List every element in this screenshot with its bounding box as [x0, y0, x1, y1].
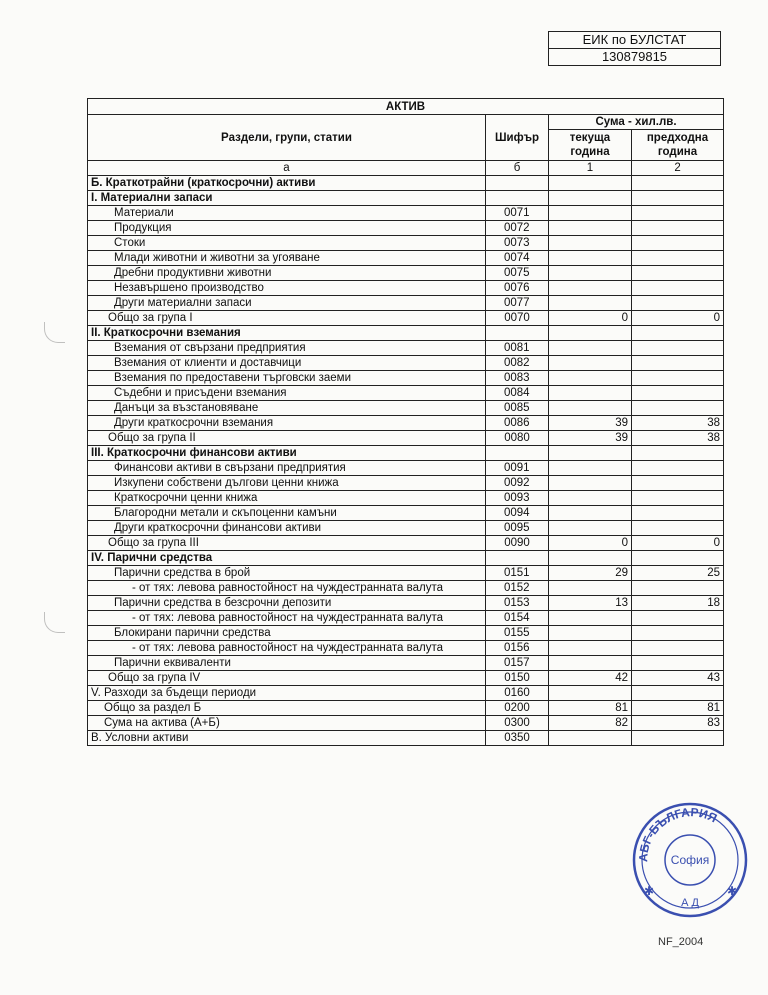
- row-current-value: 13: [549, 596, 632, 611]
- row-code: 0084: [486, 386, 549, 401]
- row-label: - от тях: левова равностойност на чуждестранната валута: [88, 581, 486, 596]
- row-code: 0077: [486, 296, 549, 311]
- row-label: Вземания по предоставени търговски заеми: [88, 371, 486, 386]
- row-label: Сума на актива (А+Б): [88, 716, 486, 731]
- table-row: [88, 536, 724, 551]
- row-previous-value: [632, 326, 724, 341]
- row-current-value: [549, 206, 632, 221]
- row-current-value: [549, 356, 632, 371]
- row-label: Данъци за възстановяване: [88, 401, 486, 416]
- row-label: Продукция: [88, 221, 486, 236]
- row-code: 0153: [486, 596, 549, 611]
- table-row: [88, 551, 724, 566]
- row-previous-value: [632, 656, 724, 671]
- row-label: Общо за група II: [88, 431, 486, 446]
- row-current-value: [549, 371, 632, 386]
- row-previous-value: [632, 476, 724, 491]
- row-code: 0092: [486, 476, 549, 491]
- row-label: II. Краткосрочни вземания: [88, 326, 486, 341]
- row-code: 0071: [486, 206, 549, 221]
- row-previous-value: [632, 356, 724, 371]
- table-row: [88, 671, 724, 686]
- row-code: 0300: [486, 716, 549, 731]
- row-current-value: 39: [549, 431, 632, 446]
- row-previous-value: [632, 251, 724, 266]
- punch-hole-mark: [44, 612, 65, 633]
- row-current-value: 82: [549, 716, 632, 731]
- row-code: 0091: [486, 461, 549, 476]
- row-current-value: [549, 176, 632, 191]
- row-label: Материали: [88, 206, 486, 221]
- table-row: [88, 731, 724, 746]
- row-previous-value: [632, 386, 724, 401]
- row-current-value: [549, 686, 632, 701]
- row-code: 0073: [486, 236, 549, 251]
- row-previous-value: [632, 491, 724, 506]
- row-previous-value: 18: [632, 596, 724, 611]
- row-current-value: [549, 476, 632, 491]
- table-row: [88, 701, 724, 716]
- table-row: [88, 626, 724, 641]
- row-previous-value: 38: [632, 431, 724, 446]
- table-row: [88, 416, 724, 431]
- row-current-value: [549, 221, 632, 236]
- row-current-value: [549, 296, 632, 311]
- row-previous-value: [632, 731, 724, 746]
- row-previous-value: [632, 236, 724, 251]
- row-current-value: [549, 191, 632, 206]
- row-previous-value: [632, 626, 724, 641]
- row-previous-value: 81: [632, 701, 724, 716]
- row-label: Парични еквиваленти: [88, 656, 486, 671]
- table-row: [88, 686, 724, 701]
- col-section-header: Раздели, групи, статии: [88, 115, 486, 161]
- table-row: [88, 206, 724, 221]
- table-row: [88, 521, 724, 536]
- row-previous-value: 0: [632, 536, 724, 551]
- company-stamp: [630, 800, 750, 920]
- row-previous-value: 43: [632, 671, 724, 686]
- row-previous-value: [632, 446, 724, 461]
- row-label: Изкупени собствени дългови ценни книжа: [88, 476, 486, 491]
- row-previous-value: [632, 551, 724, 566]
- row-label: Млади животни и животни за угояване: [88, 251, 486, 266]
- row-previous-value: [632, 521, 724, 536]
- eik-label: ЕИК по БУЛСТАТ: [582, 32, 687, 47]
- row-code: 0082: [486, 356, 549, 371]
- stamp-top-text: АБГ-БЪЛГАРИЯ: [636, 805, 720, 863]
- row-code: 0072: [486, 221, 549, 236]
- row-current-value: [549, 326, 632, 341]
- row-code: 0350: [486, 731, 549, 746]
- table-row: [88, 371, 724, 386]
- balance-sheet-table: [87, 98, 724, 746]
- row-previous-value: [632, 221, 724, 236]
- row-code: 0152: [486, 581, 549, 596]
- row-code: 0083: [486, 371, 549, 386]
- row-previous-value: [632, 461, 724, 476]
- row-current-value: [549, 341, 632, 356]
- row-label: - от тях: левова равностойност на чуждестранната валута: [88, 611, 486, 626]
- table-row: [88, 656, 724, 671]
- row-current-value: [549, 386, 632, 401]
- row-current-value: 42: [549, 671, 632, 686]
- row-code: 0076: [486, 281, 549, 296]
- row-label: Вземания от свързани предприятия: [88, 341, 486, 356]
- table-body: [88, 176, 724, 746]
- idx-b: б: [486, 161, 549, 176]
- row-code: 0090: [486, 536, 549, 551]
- table-row: [88, 716, 724, 731]
- col-current-header: текуща година: [549, 130, 632, 161]
- row-previous-value: [632, 281, 724, 296]
- eik-value: 130879815: [549, 48, 720, 65]
- punch-hole-mark: [44, 322, 65, 343]
- row-current-value: [549, 251, 632, 266]
- row-code: 0157: [486, 656, 549, 671]
- row-previous-value: [632, 266, 724, 281]
- row-label: Общо за раздел Б: [88, 701, 486, 716]
- table-row: [88, 596, 724, 611]
- row-current-value: [549, 611, 632, 626]
- row-code: 0093: [486, 491, 549, 506]
- stamp-center-text: София: [670, 853, 710, 867]
- table-row: [88, 296, 724, 311]
- row-previous-value: [632, 401, 724, 416]
- row-label: V. Разходи за бъдещи периоди: [88, 686, 486, 701]
- row-previous-value: [632, 581, 724, 596]
- table-row: [88, 506, 724, 521]
- row-current-value: [549, 281, 632, 296]
- table-row: [88, 266, 724, 281]
- row-code: 0160: [486, 686, 549, 701]
- col-previous-header: предходна година: [632, 130, 724, 161]
- idx-a: а: [88, 161, 486, 176]
- row-current-value: [549, 551, 632, 566]
- row-previous-value: 25: [632, 566, 724, 581]
- stamp-star-icon: ✱: [727, 884, 738, 898]
- table-row: [88, 236, 724, 251]
- row-code: 0155: [486, 626, 549, 641]
- row-code: 0200: [486, 701, 549, 716]
- row-code: 0150: [486, 671, 549, 686]
- row-label: Съдебни и присъдени вземания: [88, 386, 486, 401]
- table-row: [88, 281, 724, 296]
- row-code: 0070: [486, 311, 549, 326]
- row-label: - от тях: левова равностойност на чуждестранната валута: [88, 641, 486, 656]
- eik-box: [548, 31, 721, 66]
- row-current-value: [549, 446, 632, 461]
- table-row: [88, 446, 724, 461]
- row-label: Парични средства в брой: [88, 566, 486, 581]
- row-previous-value: [632, 686, 724, 701]
- stamp-star-icon: ✱: [644, 884, 655, 898]
- row-label: Блокирани парични средства: [88, 626, 486, 641]
- table-row: [88, 251, 724, 266]
- row-code: 0154: [486, 611, 549, 626]
- row-previous-value: 38: [632, 416, 724, 431]
- col-sum-header: Сума - хил.лв.: [549, 115, 724, 130]
- table-row: [88, 461, 724, 476]
- row-label: Благородни метали и скъпоценни камъни: [88, 506, 486, 521]
- table-row: [88, 356, 724, 371]
- row-code: [486, 191, 549, 206]
- table-row: [88, 341, 724, 356]
- table-row: [88, 221, 724, 236]
- row-previous-value: [632, 611, 724, 626]
- table-row: [88, 581, 724, 596]
- row-label: Общо за група IV: [88, 671, 486, 686]
- row-previous-value: 83: [632, 716, 724, 731]
- row-current-value: [549, 731, 632, 746]
- row-current-value: 39: [549, 416, 632, 431]
- table-row: [88, 566, 724, 581]
- row-label: Б. Краткотрайни (краткосрочни) активи: [88, 176, 486, 191]
- row-label: III. Краткосрочни финансови активи: [88, 446, 486, 461]
- row-label: IV. Парични средства: [88, 551, 486, 566]
- row-label: Дребни продуктивни животни: [88, 266, 486, 281]
- row-code: 0094: [486, 506, 549, 521]
- row-label: Парични средства в безсрочни депозити: [88, 596, 486, 611]
- row-previous-value: [632, 641, 724, 656]
- row-current-value: [549, 401, 632, 416]
- row-previous-value: [632, 371, 724, 386]
- row-label: Други материални запаси: [88, 296, 486, 311]
- row-code: 0086: [486, 416, 549, 431]
- row-previous-value: [632, 191, 724, 206]
- row-code: [486, 176, 549, 191]
- row-label: В. Условни активи: [88, 731, 486, 746]
- row-current-value: [549, 626, 632, 641]
- row-current-value: [549, 236, 632, 251]
- row-label: Вземания от клиенти и доставчици: [88, 356, 486, 371]
- row-label: Финансови активи в свързани предприятия: [88, 461, 486, 476]
- row-current-value: [549, 521, 632, 536]
- table-row: [88, 431, 724, 446]
- row-current-value: [549, 581, 632, 596]
- row-current-value: [549, 491, 632, 506]
- table-row: [88, 176, 724, 191]
- row-code: 0080: [486, 431, 549, 446]
- row-code: [486, 551, 549, 566]
- row-code: 0075: [486, 266, 549, 281]
- row-previous-value: 0: [632, 311, 724, 326]
- row-code: 0156: [486, 641, 549, 656]
- row-code: [486, 446, 549, 461]
- row-current-value: 0: [549, 311, 632, 326]
- row-previous-value: [632, 176, 724, 191]
- row-current-value: 0: [549, 536, 632, 551]
- row-current-value: [549, 461, 632, 476]
- table-row: [88, 401, 724, 416]
- form-id: NF_2004: [658, 936, 704, 948]
- row-previous-value: [632, 506, 724, 521]
- row-code: 0095: [486, 521, 549, 536]
- row-label: Общо за група III: [88, 536, 486, 551]
- table-title: АКТИВ: [88, 99, 724, 115]
- col-code-header: Шифър: [486, 115, 549, 161]
- row-current-value: [549, 266, 632, 281]
- row-current-value: [549, 506, 632, 521]
- row-current-value: 81: [549, 701, 632, 716]
- stamp-bottom-text: А Д: [681, 897, 699, 909]
- row-label: Незавършено производство: [88, 281, 486, 296]
- row-code: 0085: [486, 401, 549, 416]
- table-row: [88, 326, 724, 341]
- row-current-value: [549, 656, 632, 671]
- row-label: Краткосрочни ценни книжа: [88, 491, 486, 506]
- table-row: [88, 311, 724, 326]
- table-row: [88, 191, 724, 206]
- row-label: Стоки: [88, 236, 486, 251]
- row-code: 0151: [486, 566, 549, 581]
- row-current-value: [549, 641, 632, 656]
- row-previous-value: [632, 206, 724, 221]
- table-row: [88, 641, 724, 656]
- row-code: 0081: [486, 341, 549, 356]
- table-row: [88, 386, 724, 401]
- row-previous-value: [632, 341, 724, 356]
- idx-1: 1: [549, 161, 632, 176]
- row-label: I. Материални запаси: [88, 191, 486, 206]
- table-row: [88, 611, 724, 626]
- row-current-value: 29: [549, 566, 632, 581]
- row-previous-value: [632, 296, 724, 311]
- row-code: 0074: [486, 251, 549, 266]
- row-label: Общо за група I: [88, 311, 486, 326]
- row-label: Други краткосрочни финансови активи: [88, 521, 486, 536]
- table-row: [88, 476, 724, 491]
- row-code: [486, 326, 549, 341]
- idx-2: 2: [632, 161, 724, 176]
- table-row: [88, 491, 724, 506]
- row-label: Други краткосрочни вземания: [88, 416, 486, 431]
